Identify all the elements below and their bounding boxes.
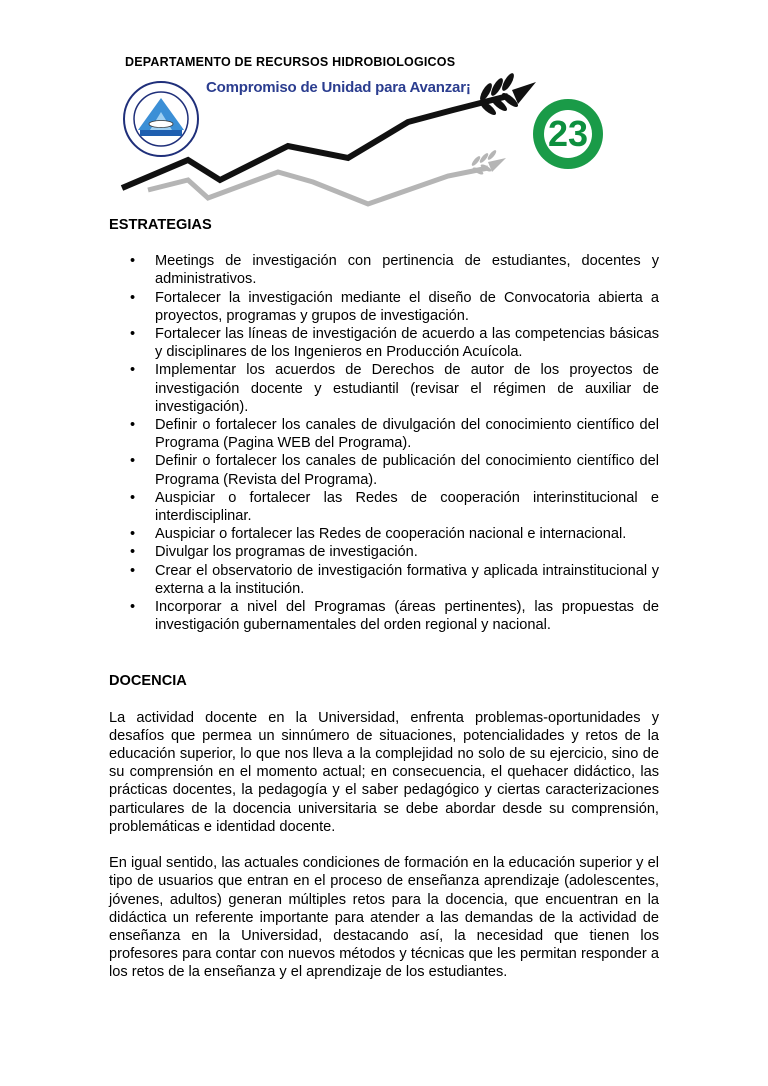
department-name: DEPARTAMENTO DE RECURSOS HIDROBIOLOGICOS — [125, 55, 456, 69]
list-item: • Incorporar a nivel del Programas (áreas pertinentes), las propuestas de investigación gubernamentales del orden regional y nacional. — [109, 598, 659, 634]
docencia-paragraph-1: La actividad docente en la Universidad, enfrenta problemas-oportunidades y desafíos que permea un sinnúmero de situaciones, potencialidades y retos de la educación superior, lo que nos lleva a la complejidad no solo de su ejercicio, sino de su comprensión en el momento actual; en consecuencia, el quehacer didáctico, las prácticas docentes, la pedagogía y el saber pedagógico y ciertas caracterizaciones particulares de la docencia universitaria se debe abordar desde su comprensión, problemáticas e identidad docente. — [109, 709, 659, 835]
list-item: • Fortalecer las líneas de investigación de acuerdo a las competencias básicas y disciplinares de los Ingenieros en Producción Acuícola. — [109, 325, 659, 361]
program-seal-icon — [122, 80, 200, 158]
list-item: • Auspiciar o fortalecer las Redes de cooperación nacional e internacional. — [109, 525, 659, 543]
motto-text: Compromiso de Unidad para Avanzar¡ — [206, 79, 471, 96]
list-item: • Divulgar los programas de investigación. — [109, 543, 659, 561]
section-title-estrategias: ESTRATEGIAS — [109, 217, 212, 233]
list-item: • Crear el observatorio de investigación formativa y aplicada intrainstitucional y externa a la institución. — [109, 562, 659, 598]
docencia-paragraph-2: En igual sentido, las actuales condiciones de formación en la educación superior y el tipo de usuarios que entran en el proceso de enseñanza aprendizaje (adolescentes, jóvenes, adultos) generan múltiples retos para la docencia, que encuentran en la didáctica un referente importante para atender a las demandas de la actividad de enseñanza en la Universidad, destacando así, la necesidad que tienen los profesores para contar con nuevos métodos y técnicas que les permitan responder a los retos de la enseñanza y el aprendizaje de los estudiantes. — [109, 855, 659, 981]
strategies-list — [109, 252, 659, 634]
anniversary-seal-icon — [532, 98, 604, 170]
list-item: • Auspiciar o fortalecer las Redes de cooperación interinstitucional e interdisciplinar. — [109, 489, 659, 525]
document-body — [109, 216, 659, 982]
list-item: • Definir o fortalecer los canales de publicación del conocimiento científico del Programa (Revista del Programa). — [109, 452, 659, 488]
list-item: • Definir o fortalecer los canales de divulgación del conocimiento científico del Programa (Pagina WEB del Programa). — [109, 416, 659, 452]
section-title-docencia: DOCENCIA — [109, 673, 187, 690]
list-item: • Fortalecer la investigación mediante el diseño de Convocatoria abierta a proyectos, programas y grupos de investigación. — [109, 289, 659, 325]
list-item: • Meetings de investigación con pertinencia de estudiantes, docentes y administrativos. — [109, 252, 659, 288]
letterhead — [108, 40, 628, 212]
list-item: • Implementar los acuerdos de Derechos de autor de los proyectos de investigación docente y estudiantil (revisar el régimen de auxiliar de investigación). — [109, 361, 659, 416]
seal-number: 23 — [547, 113, 589, 154]
